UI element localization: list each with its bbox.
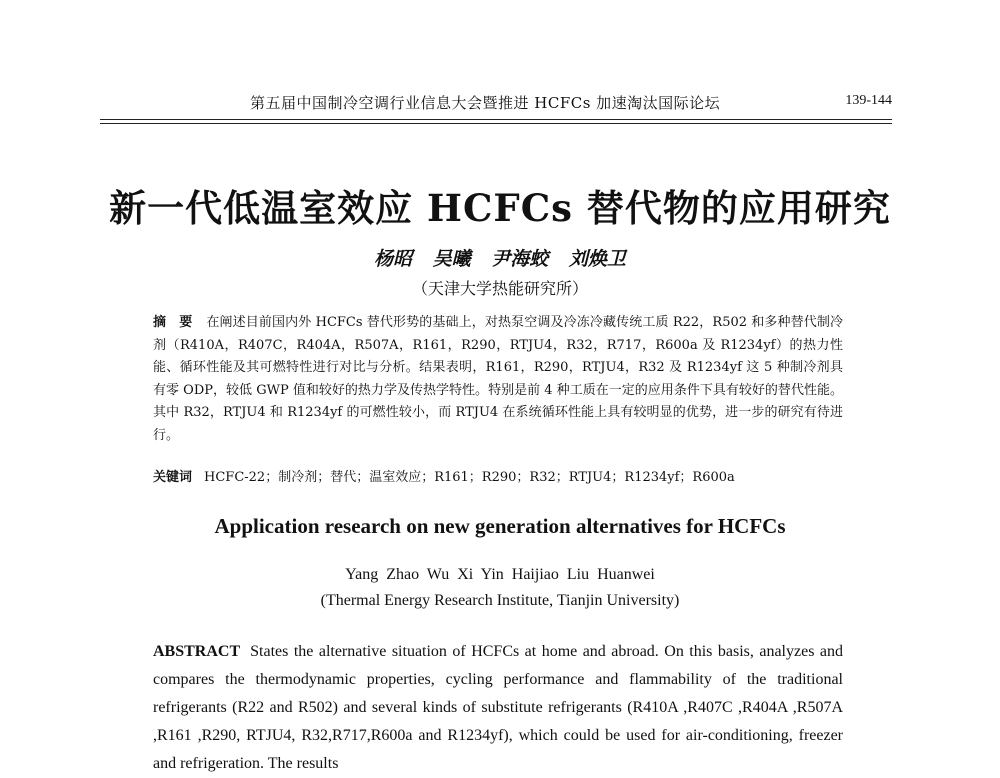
keywords-chinese — [153, 466, 843, 485]
conference-name: 第五届中国制冷空调行业信息大会暨推进 HCFCs 加速淘汰国际论坛 — [250, 94, 721, 112]
abstract-english-text: States the alternative situation of HCFCs at home and abroad. On this basis, analyzes and compares the thermodynamic properties, cycling performance and flammability of the traditional refrigerants (R22 and R502) and several kinds of substitute refrigerants (R410A ,R407C ,R404A ,R507A ,R161 ,R290, RTJU4, R32,R717,R600a and R1234yf), which could be used for air-conditioning, freezer and refrigeration. The results — [153, 643, 843, 772]
title-english: Application research on new generation alternatives for HCFCs — [214, 514, 786, 538]
abstract-chinese — [153, 312, 843, 447]
affiliation-chinese: （天津大学热能研究所） — [411, 279, 588, 298]
header-rule — [100, 119, 892, 120]
authors-english: Yang Zhao Wu Xi Yin Haijiao Liu Huanwei — [345, 566, 655, 583]
title-chinese: 新一代低温室效应 HCFCs 替代物的应用研究 — [109, 186, 891, 230]
abstract-english — [153, 638, 843, 778]
header-rule-thin — [100, 123, 892, 124]
abstract-chinese-text: 在阐述目前国内外 HCFCs 替代形势的基础上，对热泵空调及冷冻冷藏传统工质 R22，R502 和多种替代制冷剂（R410A，R407C，R404A，R507A，R161，R290，RTJU4，R32，R717，R600a 及 R1234yf）的热力性能、循环性能及其可燃特性进行对比与分析。结果表明，R161，R290，RTJU4，R32 及 R1234yf 这 5 种制冷剂具有零 ODP，较低 GWP 值和较好的热力学及传热学特性。特别是前 4 种工质在一定的应用条件下具有较好的替代性能。其中 R32，RTJU4 和 R1234yf 的可燃性较小，而 RTJU4 在系统循环性能上具有较明显的优势，进一步的研究有待进行。 — [153, 315, 843, 443]
running-head — [100, 92, 892, 118]
keywords-chinese-text: HCFC-22；制冷剂；替代；温室效应；R161；R290；R32；RTJU4；R1234yf；R600a — [204, 470, 735, 485]
authors-chinese: 杨昭 吴曦 尹海蛟 刘焕卫 — [374, 248, 626, 270]
affiliation-english: (Thermal Energy Research Institute, Tianjin University) — [320, 592, 680, 609]
abstract-english-label: ABSTRACT — [153, 643, 241, 660]
page-range: 139-144 — [845, 93, 892, 108]
keywords-chinese-label: 关键词 — [153, 470, 193, 485]
abstract-chinese-label: 摘 要 — [153, 315, 193, 330]
